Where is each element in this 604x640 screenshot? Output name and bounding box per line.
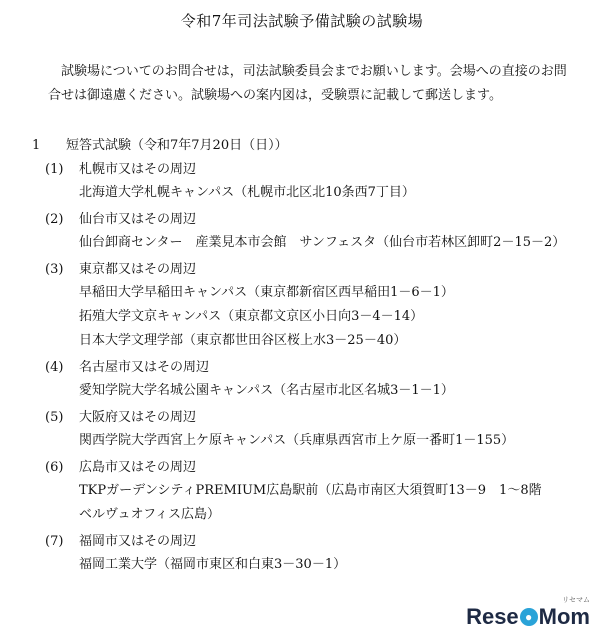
- region-number: (6): [45, 460, 64, 475]
- region-title: [0, 258, 604, 281]
- venue-item: 北海道大学札幌キャンパス（札幌市北区北10条西7丁目）: [79, 185, 415, 200]
- watermark-text: Rese: [466, 604, 519, 629]
- region-title: [0, 208, 604, 231]
- region-name: 名古屋市又はその周辺: [79, 360, 210, 375]
- venue-item: TKPガーデンシティPREMIUM広島駅前（広島市南区大須賀町13－9 1～8階 ベルヴュオフィス広島）: [79, 483, 555, 522]
- region-name: 札幌市又はその周辺: [79, 162, 197, 177]
- page-title: 令和7年司法試験予備試験の試験場: [180, 12, 424, 30]
- venue-item: 愛知学院大学名城公園キャンパス（名古屋市北区名城3－1－1）: [79, 383, 454, 398]
- intro-paragraph: 試験場についてのお問合せは，司法試験委員会までお願いします。会場への直接のお問合せは御遠慮ください。試験場への案内図は，受験票に記載して郵送します。: [48, 64, 567, 103]
- region-hiroshima: [0, 456, 604, 527]
- venue-list: [0, 158, 604, 580]
- region-name: 東京都又はその周辺: [79, 262, 197, 277]
- region-name: 福岡市又はその周辺: [79, 534, 197, 549]
- region-number: (2): [45, 212, 64, 227]
- venue-item: 福岡工業大学（福岡市東区和白東3－30－1）: [79, 557, 347, 572]
- region-title: [0, 158, 604, 181]
- region-title: [0, 356, 604, 379]
- region-tokyo: [0, 258, 604, 353]
- section-number: 1: [32, 138, 41, 153]
- region-number: (1): [45, 162, 64, 177]
- venue-item: 関西学院大学西宮上ケ原キャンパス（兵庫県西宮市上ケ原一番町1－155）: [79, 433, 515, 448]
- section-heading: [32, 134, 288, 153]
- venue-item: 拓殖大学文京キャンパス（東京都文京区小日向3－4－14）: [79, 309, 424, 324]
- region-title: [0, 530, 604, 553]
- region-number: (4): [45, 360, 64, 375]
- region-number: (7): [45, 534, 64, 549]
- venue-item: 日本大学文理学部（東京都世田谷区桜上水3－25－40）: [79, 333, 407, 348]
- watermark-dot-icon: ●: [520, 608, 538, 626]
- section-heading-text: 短答式試験（令和7年7月20日（日））: [66, 138, 288, 153]
- resemom-watermark-logo: [466, 597, 590, 630]
- region-sendai: [0, 208, 604, 255]
- region-nagoya: [0, 356, 604, 403]
- region-name: 大阪府又はその周辺: [79, 410, 197, 425]
- region-number: (5): [45, 410, 64, 425]
- venue-item: 早稲田大学早稲田キャンパス（東京都新宿区西早稲田1－6－1）: [79, 285, 454, 300]
- region-name: 仙台市又はその周辺: [79, 212, 197, 227]
- watermark-text: Mom: [538, 604, 590, 629]
- region-title: [0, 456, 604, 479]
- region-fukuoka: [0, 530, 604, 577]
- region-sapporo: [0, 158, 604, 205]
- region-title: [0, 406, 604, 429]
- region-name: 広島市又はその周辺: [79, 460, 197, 475]
- region-number: (3): [45, 262, 64, 277]
- region-osaka: [0, 406, 604, 453]
- watermark-subtext: リセマム: [562, 597, 590, 604]
- venue-item: 仙台卸商センター 産業見本市会館 サンフェスタ（仙台市若林区卸町2－15－2）: [79, 235, 566, 250]
